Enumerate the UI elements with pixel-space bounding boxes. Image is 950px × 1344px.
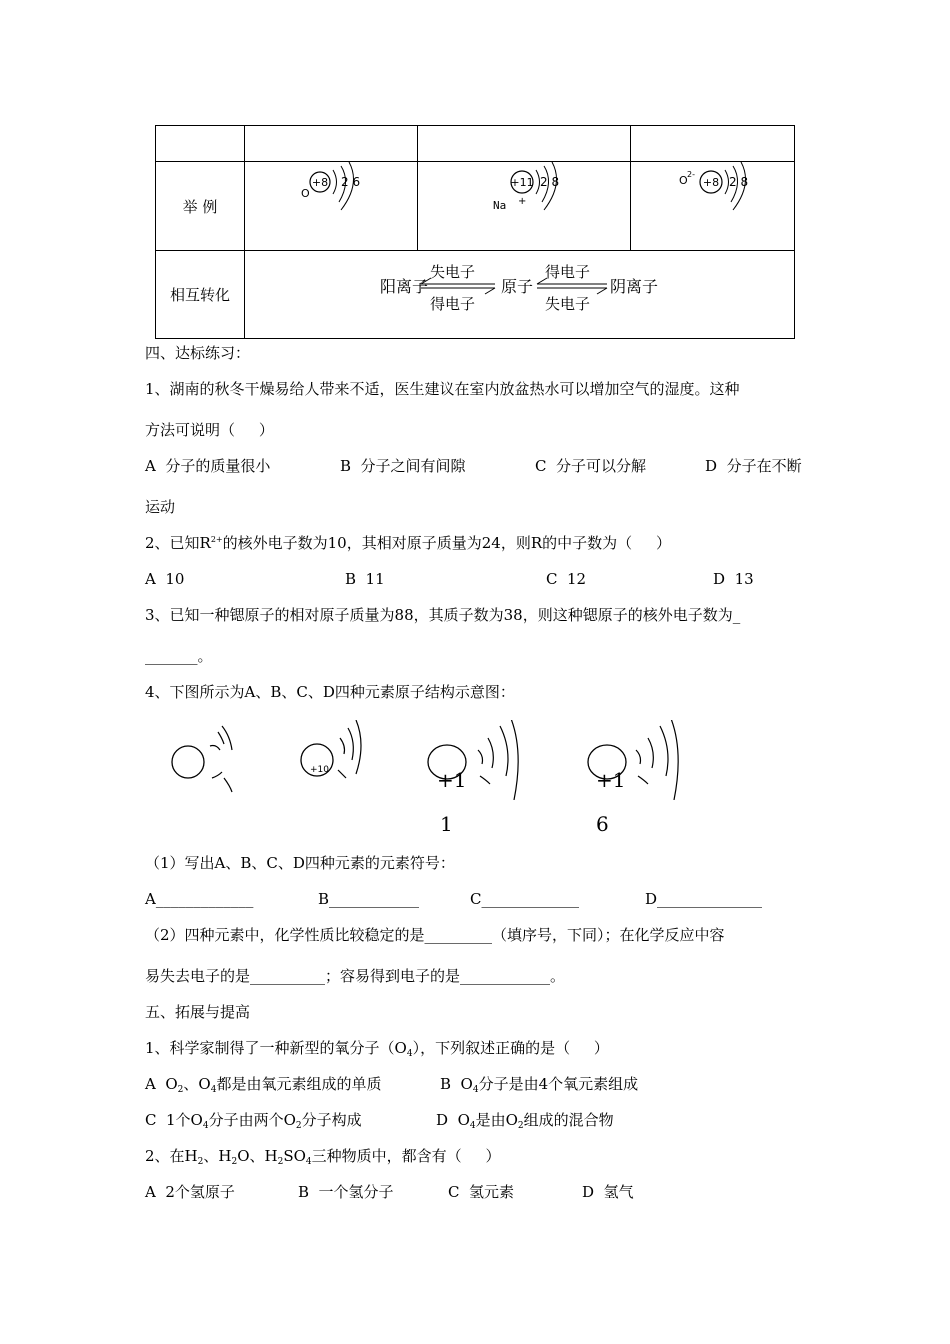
p1-option-d: D $O_4$是由$O_2$组成的混合物 (436, 1111, 614, 1131)
q1-stem-line1: 1、湖南的秋冬干燥易给人带来不适，医生建议在室内放盆热水可以增加空气的湿度。这种 (145, 380, 740, 398)
atom-b-diagram (301, 720, 361, 778)
q1-stem-line2: 方法可说明（ ） (145, 421, 274, 439)
oxide-charge: 2- (687, 170, 695, 179)
lose-electron-top: 失电子 (430, 263, 476, 281)
conversion-cell (245, 251, 795, 339)
q2-option-b: B 11 (345, 570, 385, 588)
anion-label: 阴离子 (610, 277, 659, 296)
q4-intro: 4、下图所示为A、B、C、D四种元素原子结构示意图： (145, 683, 515, 701)
oxide-shells: 2 8 (729, 175, 749, 189)
header-cell (418, 126, 631, 162)
oxide-symbol: O (679, 174, 688, 187)
na-nucleus: +11 (510, 176, 534, 189)
oxide-nucleus: +8 (702, 176, 720, 189)
section4-heading: 四、达标练习： (145, 344, 251, 362)
q1-option-c: C 分子可以分解 (535, 457, 647, 475)
p2-stem: 2、在$H_2$、$H_2O$、$H_2SO_4$三种物质中，都含有（ ） (145, 1147, 501, 1167)
q1-option-b: B 分子之间有间隙 (340, 457, 466, 475)
example-row-label: 举 例 (156, 162, 245, 251)
atom-d-nucleus-top: +1 (596, 768, 626, 792)
q4-blank-a: A_____________ (145, 890, 254, 908)
header-cell (631, 126, 795, 162)
o-nucleus: +8 (311, 176, 329, 189)
conversion-row-label: 相互转化 (156, 251, 245, 339)
q4-blank-d: D______________ (645, 890, 763, 908)
na-symbol: Na (493, 199, 507, 212)
sodium-ion-diagram (418, 162, 630, 251)
q4-part1: （1）写出A、B、C、D四种元素的元素符号： (145, 854, 455, 872)
o-symbol: O (301, 187, 310, 200)
o-ion-cell (631, 162, 795, 251)
section5-heading: 五、拓展与提高 (145, 1003, 251, 1021)
header-cell (245, 126, 418, 162)
p2-option-a: A 2个氢原子 (145, 1183, 235, 1201)
atom-label: 原子 (501, 277, 534, 296)
header-cell (156, 126, 245, 162)
q1-option-d-cont: 运动 (145, 498, 176, 516)
q3-stem-line2: _______。 (145, 647, 213, 665)
q1-option-d: D 分子在不断 (705, 457, 802, 475)
ion-table (155, 125, 795, 339)
q2-option-d: D 13 (713, 570, 754, 588)
q1-option-a: A 分子的质量很小 (145, 457, 271, 475)
atom-c-nucleus-bottom: 1 (440, 812, 453, 836)
gain-electron-top: 得电子 (545, 263, 591, 281)
atom-o-cell (245, 162, 418, 251)
p1-option-b: B $O_4$分子是由4个氧元素组成 (440, 1075, 639, 1095)
q3-stem-line1: 3、已知一种锶原子的相对原子质量为88，其质子数为38，则这种锶原子的核外电子数为_ (145, 606, 741, 624)
atom-a-diagram (172, 726, 232, 792)
p1-stem: 1、科学家制得了一种新型的氧分子$(O_4)$，下列叙述正确的是（ ） (145, 1039, 609, 1059)
na-charge: + (518, 196, 527, 207)
p2-option-c: C 氢元素 (448, 1183, 515, 1201)
oxide-ion-diagram (631, 162, 797, 251)
ion-conversion-diagram (245, 251, 795, 339)
q4-part2-line2: 易失去电子的是__________；容易得到电子的是____________。 (145, 967, 566, 985)
na-ion-cell (418, 162, 631, 251)
atom-d-nucleus-bottom: 6 (596, 812, 609, 836)
oxygen-atom-diagram (245, 162, 417, 251)
q2-option-a: A 10 (145, 570, 185, 588)
q2-option-c: C 12 (546, 570, 587, 588)
p1-option-c: C 1个$O_4$分子由两个$O_2$分子构成 (145, 1111, 362, 1131)
cation-label: 阳离子 (380, 277, 429, 296)
na-shells: 2 8 (540, 175, 560, 189)
atom-b-nucleus: +10 (310, 765, 329, 775)
lose-electron-bottom: 失电子 (545, 295, 591, 313)
p1-option-a: A $O_2$、$O_4$都是由氧元素组成的单质 (145, 1075, 382, 1095)
atom-c-nucleus-top: +1 (437, 768, 467, 792)
q4-part2-line1: （2）四种元素中，化学性质比较稳定的是_________（填序号，下同）；在化学反应中容 (145, 926, 725, 944)
q2-stem: 2、已知$R^{2+}$的核外电子数为10，其相对原子质量为24，则R的中子数为（ ） (145, 534, 671, 552)
p2-option-b: B 一个氢分子 (298, 1183, 394, 1201)
gain-electron-bottom: 得电子 (430, 295, 476, 313)
o-shells: 2 6 (341, 175, 361, 189)
p2-option-d: D 氢气 (582, 1183, 634, 1201)
q4-blank-c: C_____________ (470, 890, 579, 908)
q4-blank-b: B____________ (318, 890, 420, 908)
